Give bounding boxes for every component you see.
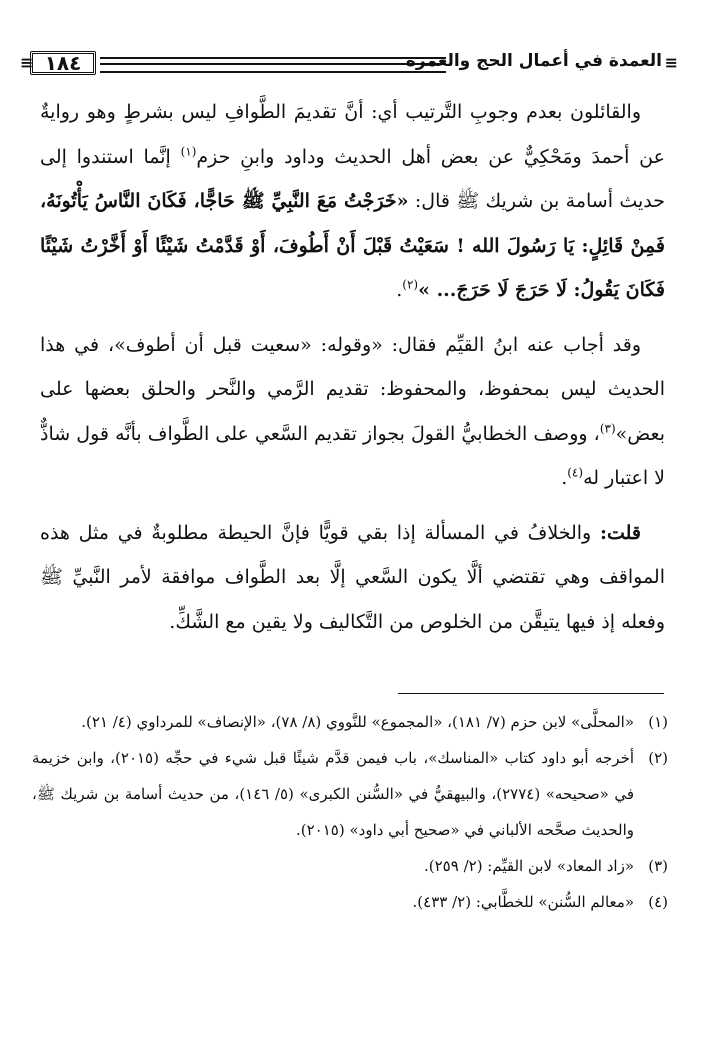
paragraph-3-text: والخلافُ في المسألة إذا بقي قويًّا فإنَّ الحيطة مطلوبةٌ في مثل هذه المواقف وهي تقتضي ألَّا يكون السَّعي إلَّا بعد الطَّواف موافقة لأمر النَّبيِّ ﷺ وفعله إذ فيها يتيقَّن من الخلوص من التَّكاليف ولا يقين مع الشَّكِّ. (40, 521, 665, 633)
footnote-text: «المحلَّى» لابن حزم (٧/ ١٨١)، «المجموع» للنَّووي (٨/ ٧٨)، «الإنصاف» للمرداوي (٤/ ٢١). (81, 713, 634, 731)
footnote-ref-4[interactable]: (٤) (567, 465, 584, 480)
paragraph-1-end: . (396, 279, 403, 301)
paragraph-3-lead: قلت: (599, 521, 641, 544)
footnote-number: (٣) (648, 857, 668, 875)
paragraph-1 (40, 90, 665, 313)
footnote-ref-3[interactable]: (٣) (599, 421, 616, 436)
header-ornament-right: ≡ (664, 53, 678, 72)
footnote-separator (398, 693, 664, 694)
paragraph-1-text-a: والقائلون بعدم وجوبِ التَّرتيب أي: أنَّ تقديمَ الطَّوافِ ليس بشرطٍ وهو روايةٌ عن أحمدَ ومَحْكِيٌّ عن بعض أهل الحديث وداود وابنِ حزم (40, 101, 665, 168)
running-title: العمدة في أعمال الحج والعمرة (405, 51, 662, 71)
footnote (32, 740, 668, 848)
header-ornament-left: ≡ (20, 53, 34, 72)
paragraph-2-text-a: وقد أجاب عنه ابنُ القيِّم فقال: «وقوله: «سعيت قبل أن أطوف»، في هذا الحديث ليس بمحفوظ، والمحفوظ: تقديم الرَّمي والنَّحر والحلق بعضها على بعض» (40, 333, 665, 445)
paragraph-2-text-b: ، ووصف الخطابيُّ القولَ بجواز تقديم السَّعي على الطَّواف بأنَّه قول شاذٌّ لا اعتبار له (40, 422, 665, 489)
footnote-number: (١) (648, 713, 668, 731)
paragraph-2 (40, 323, 665, 501)
hadith-quote: «خَرَجْتُ مَعَ النَّبِيِّ ﷺ حَاجًّا، فَكَانَ النَّاسُ يَأْتُونَهُ، فَمِنْ قَائِلٍ: يَا رَسُولَ الله ! سَعَيْتُ قَبْلَ أَنْ أَطُوفَ، أَوْ قَدَّمْتُ شَيْئًا أَوْ أَخَّرْتُ شَيْئًا فَكَانَ يَقُولُ: لَا حَرَجَ لَا حَرَجَ... » (40, 190, 665, 301)
footnote-text: «زاد المعاد» لابن القيِّم: (٢/ ٢٥٩). (424, 857, 634, 875)
paragraph-2-end: . (561, 467, 568, 489)
footnote (32, 848, 668, 884)
footnote-text: أخرجه أبو داود كتاب «المناسك»، باب فيمن قدَّم شيئًا قبل شيء في حجِّه (٢٠١٥)، وابن خزيمة في «صحيحه» (٢٧٧٤)، والبيهقيُّ في «السُّنن الكبرى» (٥/ ١٤٦)، من حديث أسامة بن شريك ﷺ، والحديث صحَّحه الألباني في «صحيح أبي داود» (٢٠١٥). (32, 749, 635, 839)
page-number: ١٨٤ (30, 51, 96, 75)
running-header (20, 50, 678, 78)
main-text (40, 90, 665, 644)
footnote-ref-2[interactable]: (٢) (402, 277, 419, 292)
footnote-number: (٢) (648, 749, 668, 767)
footnote (32, 704, 668, 740)
paragraph-1-text-b: إنَّما استندوا إلى حديث أسامة بن شريك ﷺ قال: (40, 145, 665, 212)
footnotes (32, 704, 668, 920)
footnote (32, 884, 668, 920)
header-rule (100, 57, 446, 73)
paragraph-3 (40, 511, 665, 645)
footnote-text: «معالم السُّنن» للخطَّابي: (٢/ ٤٣٣). (412, 893, 634, 911)
footnote-ref-1[interactable]: (١) (180, 144, 197, 159)
footnote-number: (٤) (648, 893, 668, 911)
